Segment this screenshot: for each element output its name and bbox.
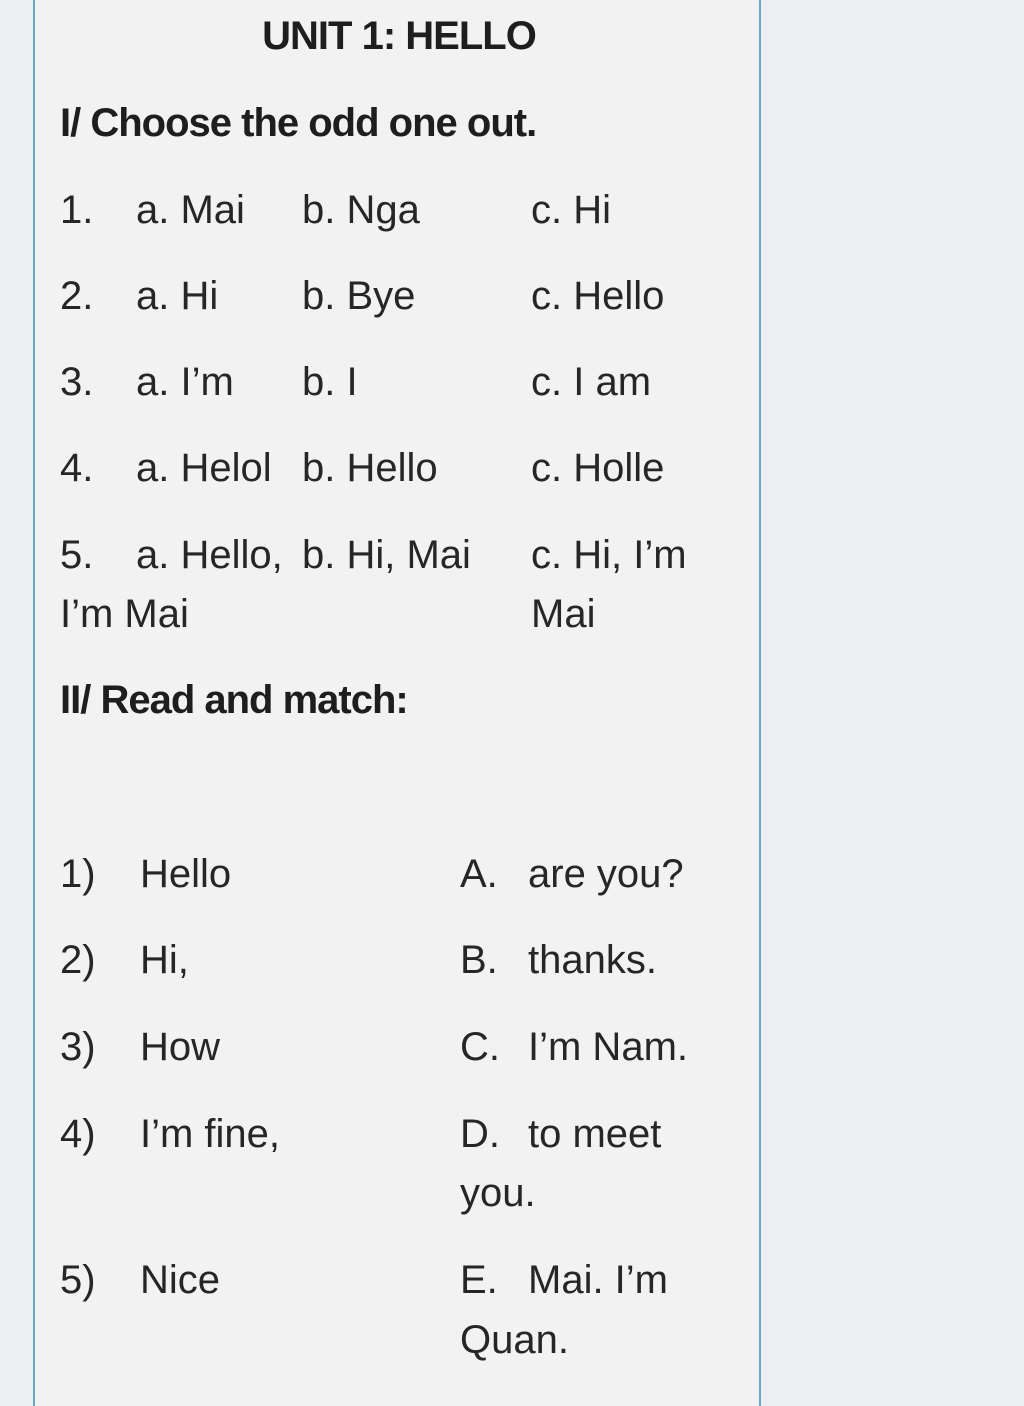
- right-phrase-continuation: you.: [460, 1171, 536, 1215]
- question-number: 5.: [60, 533, 94, 577]
- option-b: b. Hello: [302, 446, 438, 490]
- option-b: b. Nga: [302, 188, 420, 232]
- match-row-3: [35, 1018, 763, 1078]
- left-number: 2): [60, 938, 96, 982]
- right-phrase: to meet: [528, 1112, 662, 1156]
- left-number: 4): [60, 1112, 96, 1156]
- match-row-5: [35, 1251, 763, 1311]
- right-phrase: I’m Nam.: [528, 1025, 688, 1069]
- option-a: a. Mai: [136, 188, 245, 232]
- option-a: a. Hi: [136, 274, 219, 318]
- left-phrase: Nice: [140, 1258, 221, 1302]
- right-phrase-continuation: Quan.: [460, 1318, 569, 1362]
- option-c: c. Holle: [531, 446, 665, 490]
- question-number: 2.: [60, 274, 94, 318]
- option-a: a. Helol: [136, 446, 272, 490]
- match-row-1: [35, 845, 763, 905]
- right-letter: A.: [460, 852, 498, 896]
- right-phrase: thanks.: [528, 938, 657, 982]
- section-1-heading: I/ Choose the odd one out.: [60, 101, 537, 145]
- question-number: 4.: [60, 446, 94, 490]
- option-c: c. I am: [531, 360, 652, 404]
- section-2-heading: II/ Read and match:: [60, 678, 408, 722]
- option-a: a. I’m: [136, 360, 234, 404]
- left-phrase: I’m fine,: [140, 1112, 281, 1156]
- option-c: c. Hi, I’m: [531, 533, 687, 577]
- right-letter: E.: [460, 1258, 498, 1302]
- question-row-1: [35, 181, 763, 241]
- question-number: 3.: [60, 360, 94, 404]
- left-number: 5): [60, 1258, 96, 1302]
- worksheet-page: [33, 0, 761, 1406]
- match-row-4: [35, 1105, 763, 1165]
- right-letter: B.: [460, 938, 498, 982]
- option-c: c. Hello: [531, 274, 665, 318]
- question-row-3: [35, 353, 763, 413]
- option-a: a. Hello,: [136, 533, 283, 577]
- question-row-2: [35, 267, 763, 327]
- option-c-continuation: Mai: [531, 592, 596, 636]
- question-row-5: [35, 526, 763, 586]
- option-b: b. I: [302, 360, 358, 404]
- page-title: UNIT 1: HELLO: [262, 14, 536, 58]
- option-b: b. Hi, Mai: [302, 533, 471, 577]
- left-phrase: Hello: [140, 852, 232, 896]
- match-row-2: [35, 931, 763, 991]
- left-phrase: How: [140, 1025, 221, 1069]
- question-number: 1.: [60, 188, 94, 232]
- option-b: b. Bye: [302, 274, 416, 318]
- option-a-continuation: I’m Mai: [60, 592, 189, 636]
- right-phrase: are you?: [528, 852, 684, 896]
- left-phrase: Hi,: [140, 938, 189, 982]
- right-letter: C.: [460, 1025, 500, 1069]
- left-number: 3): [60, 1025, 96, 1069]
- right-phrase: Mai. I’m: [528, 1258, 668, 1302]
- option-c: c. Hi: [531, 188, 611, 232]
- left-number: 1): [60, 852, 96, 896]
- right-letter: D.: [460, 1112, 500, 1156]
- question-row-4: [35, 439, 763, 499]
